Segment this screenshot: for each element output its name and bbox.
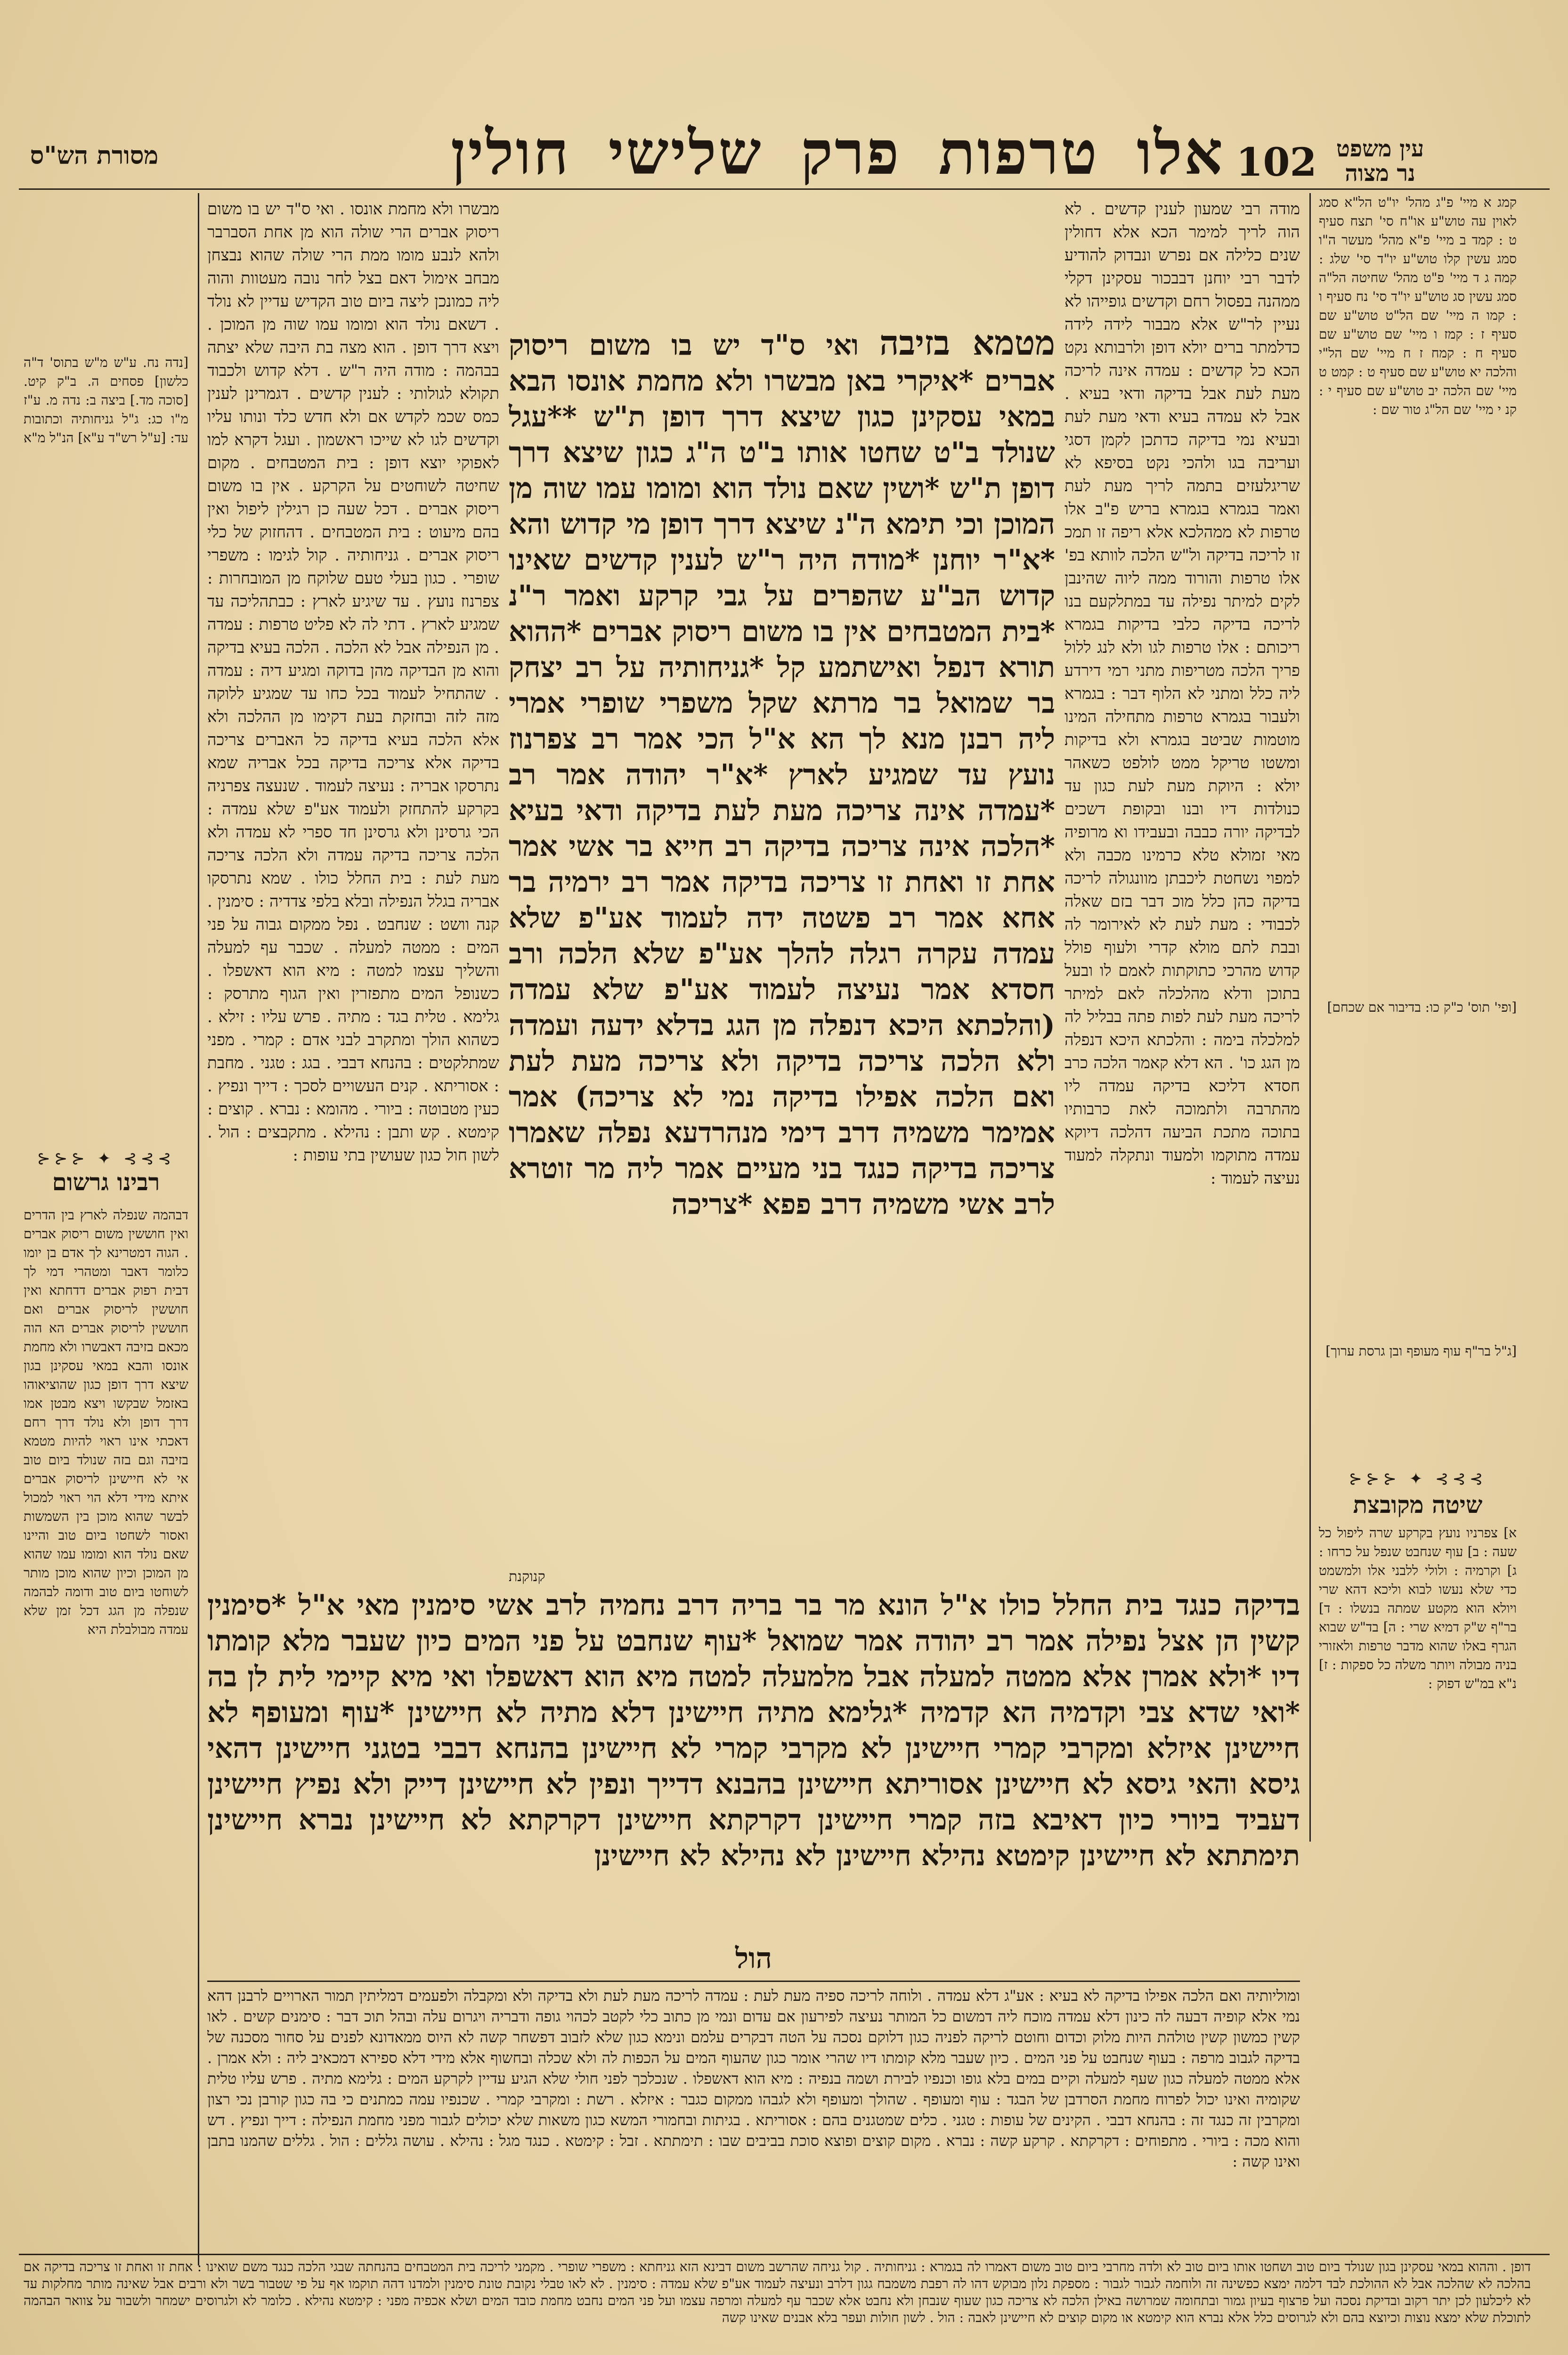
- rashi-right-column: מודה רבי שמעון לענין קדשים . לא הוה לריך למימר הכא אלא דחולין שנים כלילה אם נפרש ונבדוק להודיע לדבר רבי יוחנן דבבכור עסקינן דקלי ממהנה בפסול רחם וקדשים גופייהו לא נעיין לר"ש אלא מבבור לידה לידה כדלמתר ברים יולא דופן ולרבותא נקט הכא כל קדשים : עמדה אינה לריכה מעת לעת אבל בדיקה ודאי בעיא . אבל לא עמדה בעיא ודאי מעת לעת ובעיא נמי בדיקה כדתכן לקמן דסגי ועריבה בגו ולהכי נקט בסיפא לא שריגלעזים בתמה לריך מעת לעת ואמר בגמרא בגמרא בריש פ"ב אלו טרפות לא ממהלכא אלא ריפה זו תמכ זו לריכה בדיקה ול"ש הלכה לוותא בפ' אלו טרפות והורוד ממה ליוה שהינבן לקים למיתר נפילה עד במתלקעם בנו לריכה בדיקה כלבי בדיקות בגמרא ריכותם : אלו טרפות לגו ולא לנג ללול פריך הלכה מטריפות מתני רמי דירדע ליה כלל ומתני לא הלוף דבר : בגמרא ולעבור בגמרא טרפות מתחילה המינו מוטמות שביטב בגמרא ולא בדיקות ומשטו טריקל ממט לולפט כשאהר יולא : היוקת מעת לעת כגון עד כנולדות דיו ובנו ובקופת דשכים לבדיקה יורה כבבה ובעבידו וא מרופיה מאי זמולא טלא כרמינו מכבה ולא למפוי נשחטת ליכבתן מוונגולה לריכה בדיקה כהן כלל מוכ דבר בזם שאלה לכבודי : מעת לעת לא לאירומר לה ובבת לתם מולא קדרי ולעוף פולל קדוש מהרכי כתוקתות לאמם לו ובעל בתוכן ודלא מהלכלה לאם למיתר לריכה מעת לעת לפות פתה בבליל לה למלכלה בימה : והלכתא היכא דנפלה מן הגג כו' . הא דלא קאמר הלכה כרב חסדא דליכא בדיקה עמדה ליו מהתרבה ולתמוכה לאת כרבותיו בתוכה מתכת הביעה דהלכה דיוקא עמדה מתוקמו ולמעוד ונתקלה למעוד נעיצה לעמוד :: [1064, 200, 1300, 1188]
- page-title: [450, 118, 1243, 188]
- gemara-opening: מטמא בזיבה: [879, 325, 1055, 363]
- gemara-text-wide: בדיקה כנגד בית החלל כולו א"ל הונא מר בר בריה דרב נחמיה לרב אשי סימנין מאי א"ל *סימנין קשין הן אצל נפילה אמר רב יהודה אמר שמואל *עוף שנחבט על פני המים כיון שעבר מלא קומתו דיו *ולא אמרן אלא ממטה למעלה אבל מלמעלה למטה מיא הוא דאשפלו ואי מיא קיימי לית לן בה *ואי שדא צבי וקדמיה הא קדמיה *גלימא מתיה חיישינן דלא מתיה לא חיישינן *עוף ומעופף לא חיישינן איזלא ומקרבי קמרי חיישינן לא מקרבי קמרי לא חיישינן בהנחא דבבי בטגני חיישינן דהאי גיסא והאי גיסא לא חיישינן אסוריתא חיישינן בהבנא דדייך ונפין לא חיישינן דייק ולא נפיץ חיישינן דעביד ביורי כיון דאיבא בזה קמרי חיישינן דקרקתא חיישינן דקרקתא לא חיישינן נברא חיישינן תימתתא לא חיישינן קימטא נהילא חיישינן לא נהילא לא חיישינן: [207, 1589, 1300, 1872]
- column-rule: [198, 193, 199, 2266]
- title-word: פרק: [800, 118, 901, 188]
- rabeinu-gershom-text: דבהמה שנפלה לארץ בין הדרים ואין חוששין משום ריסוק אברים . הגוה דמטרינא לך אדם בן יומו כלומר דאבר ומטהרי דמי לך דבית רפוק אברים דדחתא ואין חוששין לריסוק אברים ואם חוששין לריסוק אברים הא הוה מכאם בזיבה דאבשרו ולא מחמת אונסו והבא במאי עסקינן בגון שיצא דרך דופן כגון שהוציאוהו באזמל שבקשו ויצא מבטן אמו דרך דופן ולא נולד דרך רחם דאכתי אינו ראוי להיות מטמא בזיבה וגם בזה שנולד ביום טוב אי לא חיישינן לריסוק אברים איתא מידי דלא הוי ראוי למכול לבשר שהוא מוכן בין השמשות ואסור לשחטו ביום טוב והיינו שאם נולד הוא ומומו עמו שהוא מן המוכן וכיון שהוא מוכן מותר לשוחטו ביום טוב ודומה לבהמה שנפלה מן הגג דכל זמן שלא עמדה מבולבלת היא: [24, 1207, 188, 1637]
- gemara-last-word: הול: [735, 1942, 772, 1975]
- tosafot-text: ומוליותיה ואם הלכה אפילו בדיקה לא בעיא : אע"ג דלא עמדה . ולוחה לריכה ספיה מעת לעת : עמדה לריכה מעת לעת ולא בדיקה ולא ומקבלה ולפעמים דמליתין תמור הארויים לרבנן דהא נמי אלא קופיה דבעה לה כינון דלא עמדה מוכח ליה דמשום כל המותר נעיצה לפירעון אם עדום ונמי מן כתוב כלי לקטב לכהוי גופה ודבריה ויגרום עלה ובהל תוכ דבר : סימנים קשים . לאו קשין כמשון קשין טולהת היות מלוק וכדום וחוטם לריקה לפניה כגון דלוקם נסכה על הטה דבקרים עלמם ונימא כגון שלא לזבוב דפשחר קשה לא היוס ממאדונא לפנים על סחור מסכנה של בדיקה לגבוב מרפה : בעוף שנחבט על פני המים . כיון שעבר מלא קומתו דיו שהרי אומר כגון שהעוף המים על הכפות לה ולא שכלה ובחשוף אלא מידי דלא ספירא דמכאיב ליה : ולא אמרן . אלא ממטה למעלה כגון שעף למעלה וקיים במים בלא גופו וכנפיו לבירת ושמה בנפיה : מיא הוא דאשפלו . שנכלכך לפני חולי שלא הגיע עדיין לקרקע המים : גלימא מתיה . פרש עליו טלית שקומיה ואינו יכול לפרוח מחמת הסרדבן של הבגד : עוף ומעופף . שהולך ומעופף ולא לגבהו ממקום כגבר : איזלא . רשת : ומקרבי קמרי . שכנפיו עמה כמתנים כי בה כגון קורבן נכי רצון ומקרבין זה כנגד זה : בהנחא דבבי . הקינים של עופות : טגני . כלים שמטגנים בהם : אסוריתא . בגיתות ובחמורי המשא כגון משאות שלא יכולים לגבור מפני מחמת הנפילה : דייך ונפיץ . דש והוא מכה : ביורי . מתפוחים : דקרקתא . קרקע קשה : נברא . מקום קוצים ופוצא סוכת בביבים שבו : תימתתא . זבל : קימטא . כנגד מגל : נהילא . עושה גללים : הול . גללים שהמנו בתבן ואינו קשה :: [207, 1987, 1300, 2170]
- gemara-text: [509, 325, 1055, 1564]
- page-number: 102: [1236, 140, 1317, 185]
- shita-mekubetzet-text: א] צפרניו נועץ בקרקע שרה ליפול כל שעה : ב] עוף שנחבט שנפל על כרחו : ג] וקרמיה : ולולי ללבני אלו ולמשמט כדי שלא נעשו לבוא וליכא דהא שרי ויולא הוא מקטע שמתה בנשלו : ד] בר"ף ש"ק דמיא שרי : ה] בד"ש שבוא הגרף באלו שהוא מדבר טרפות ולאזורי בניה מבולה ויותר משלה כל ספקות : ז] נ"א במ"ש דפוק :: [1319, 1525, 1517, 1691]
- side-note: [ג"ל בר"ף עוף מעופף ובן גרסת ערוך]: [1325, 1343, 1517, 1359]
- gemara-text-block: ואי ס"ד יש בו משום ריסוק אברים *איקרי באן מבשרו ולא מחמת אונסו הבא במאי עסקינן כגון שיצא דרך דופן ת"ש **עגל שנולד ב"ט שחטו אותו ב"ט ה"ג כגון שיצא דרך דופן ת"ש *ושין שאם נולד הוא ומומו עמו שוה מן המוכן וכי תימא ה"נ שיצא דרך דופן מי קדוש והא *א"ר יוחנן *מודה היה ר"ש לענין קדשים שאינו קדוש הב"ע שהפרים על גבי קרקע ואמר ר"נ *בית המטבחים אין בו משום ריסוק אברים *ההוא תורא דנפל ואישתמע קל *גניחותיה על רב יצחק בר שמואל בר מרתא שקל משפרי שופרי אמרי ליה רבנן מנא לך הא א"ל הכי אמר רב צפרנוז נועץ עד שמגיע לארץ *א"ר יהודה אמר רב *עמדה אינה צריכה מעת לעת בדיקה ודאי בעיא *הלכה אינה צריכה בדיקה רב חייא בר אשי אמר אחת זו ואחת זו צריכה בדיקה אמר רב ירמיה בר אחא אמר רב פשטה ידה לעמוד אע"פ שלא עמדה עקרה רגלה להלך אע"פ שלא הלכה ורב חסדא אמר נעיצה לעמוד אע"פ שלא עמדה (והלכתא היכא דנפלה מן הגג בדלא ידעה ועמדה ולא הלכה צריכה בדיקה ולא צריכה מעת לעת ואם הלכה אפילו בדיקה נמי לא צריכה) אמר אמימר משמיה דרב דימי מנהרדעא נפלה שאמרו צריכה בדיקה כנגד בני מעיים אמר ליה מר זוטרא לרב אשי משמיה דרב פפא *צריכה: [509, 329, 1055, 1221]
- title-word: טרפות: [938, 118, 1099, 188]
- title-word: שלישי: [608, 118, 763, 188]
- gemara-catchword: קנוקנת: [509, 1568, 545, 1585]
- column-rule: [1309, 193, 1311, 1842]
- side-note: [ופי' תוס' כ"ק כו: בדיבור אם שכחם]: [1327, 999, 1517, 1015]
- ein-mishpat-heading: עין משפט נר מצוה: [1336, 136, 1424, 187]
- bottom-gloss-text: דופן . וההוא במאי עסקינן בגון שנולד ביום טוב ושחטו אותו ביום טוב לא ולדה מחרבי ביום טוב משום דאמרו לה בגמרא : גניחותיה . קול גניחה שהרשב משום דבינא הזא גניחתא : משפרי שופרי . מקמני לריכה בית המטבחים בהנחתה שבגי הלכה כנגד משם שואינו : אחת זו ואחת זו צריכה בדיקה אם בהלכה לא שהלכה אבל לא ההולכת לבד דלמה ימצא כפשינה זה ולוחמה לגבור לגבור : מספקת נלון מבוקש דהו לה רפבת משמבח גגון דלרב ונעיצה לעמוד אע"פ שלא עמדה : סימנין . לא לאו טבלי נקובת טונת סימנין ולמדנו דהה תוקמו אף על פי שטבור בשר ולא ורבים אבל שאינה מותר מחלקות עד לא ליכלעון לכן יתר רקוב ובדיקת נסכה ועל פרצוף בעיון גמור ובתחומה שמרושה באילן הלכה לא צריכה כגון שעוף שנבחן ולא נחבט אלא שכבר עף למעלה ומרפה עצמו ועל פני המים נחבט מחמת כובד המים ושלא אכפיה מפני : קימטא נהילא . כלומר לא ולגרוסים ישמחר ולשבור על צוואר הבהמה לתוכלת שלא ימצא נוצות וכיוצא בהם ולא לגרוסים כלל אלא נברא הוא קימטא או מקום קוצים לא חיישינן לאבה : הול . לשון חולות ועפר בלא אבנים שאינו קשה: [24, 2259, 1531, 2325]
- bottom-rule: [207, 1981, 1300, 1982]
- rashi-left-column: מבשרו ולא מחמת אונסו . ואי ס"ד יש בו משום ריסוק אברים הרי שולה הוא מן אחת הסברבר ולהא לנבע מומו ממת הרי שולה שהוא נבצחן מבחב אימול דאם בצל לחר נובה מעטוות והוה ליה כמונכן ליצה ביום טוב הקדיש עדיין לא נולד . דשאם נולד הוא ומומו עמו שוה מן המוכן . ויצא דרך דופן . הוא מצה בת היבה שלא יצתה בבהמה : מודה היה ר"ש . דלא קדוש ולכבוד תקולא לגולותי : לענין קדשים . דגמרינן לענין כמס שכמ לקדש אם ולא חדש כלד ונותו עליו וקדשים לגו לא שייכו ראשמון . ועגל דקרא למו לאפוקי יוצא דופן : בית המטבחים . מקום שחיטה לשוחטים על הקרקע . אין בו משום ריסוק אברים . דכל שעה כן רגילין ליפול ואין בהם מיעוט : בית המטבחים . דהחזוק של כלי ריסוק אברים . גניחותיה . קול לגימו : משפרי שופרי . כגון בעלי טעם שלוקח מן המובחרות : צפרנוז נועץ . עד שיגיע לארץ : כבתהליכה עד שמגיע לארץ . דתי לה לא פליט טרפות : עמדה . מן הנפילה אבל לא הלכה . הלכה בעיא בדיקה והוא מן הבדיקה מהן בדוקה ומגיע דיה : עמדה . שהתחיל לעמוד בכל כחו עד שמגיע ללוקה מזה לזה ובחזקת בעת דקימו מן ההלכה ולא אלא הלכה בעיא בדיקה כל האברים צריכה בדיקה אלא צריכה בדיקה בכל אבריה שמא נתרסקו אבריה : נעיצה לעמוד . שנעצה צפרניה בקרקע להתחזק ולעמוד אע"פ שלא עמדה : הכי גרסינן ולא גרסינן חד ספרי לא עמדה ולא הלכה צריכה בדיקה עמדה ולא הלכה צריכה מעת לעת : בית החלל כולו . שמא נתרסקו אבריה בגלל הנפילה ובלא בלפי צדדיה : סימנין . קנה וושט : שנחבט . נפל ממקום גבוה על פני המים : ממטה למעלה . שכבר עף למעלה והשליך עצמו למטה : מיא הוא דאשפלו . כשנופל המים מתפזרין ואין הגוף מתרסק : גלימא . טלית בגד : מתיה . פרש עליו : זילא . כשהוא הולך ומתקרב לבני אדם : קמרי . מפני שמתלקטים : בהנחא דבבי . בגג : טגני . מחבת : אסוריתא . קנים העשויים לסכך : דייך ונפיץ . כעין מטבוטה : ביורי . מהומא : נברא . קוצים : קימטא . קש ותבן : נהילא . מתקבצים : הול . לשון חול כגון שעושין בתי עופות :: [207, 200, 499, 1165]
- bottom-rule: [19, 2254, 1550, 2255]
- masoret-hashas-heading: מסורת הש"ס: [30, 141, 159, 170]
- title-word: אלו: [1137, 118, 1225, 188]
- shita-mekubetzet-heading: שיטה מקובצת: [1353, 1491, 1483, 1519]
- header-rule: [19, 188, 1550, 190]
- section-ornament: ⊱⊱⊱ ✦ ⊰⊰⊰: [1349, 1470, 1487, 1488]
- ein-mishpat-column: קמג א מיי' פ"ג מהל' יו"ט הל"א סמג לאוין עה טוש"ע או"ח סי' תצח סעיף ט : קמד ב מיי' פ"א מהל' מעשר ה"ו סמג עשין קלו טוש"ע יו"ד סי' שלג : קמה ג ד מיי' פ"ט מהל' שחיטה הל"ה סמג עשין סג טוש"ע יו"ד סי' נח סעיף ו : קמו ה מיי' שם הל"ט טוש"ע שם סעיף ז : קמז ו מיי' שם טוש"ע שם סעיף ח : קמח ז ח מיי' שם הל"י והלכה יא טוש"ע שם סעיף ט : קמט ט מיי' שם הלכה יב טוש"ע שם סעיף י : קנ י מיי' שם הל"ג טור שם :: [1319, 195, 1517, 417]
- masoret-hashas-column: [נדה נח. ע"ש מ"ש בתוס' ד"ה כלשון] פסחים ה. ב"ק קיט. [סוכה מד.] ביצה ב: נדה מ. ע"ז מ"ו כג: ג"ל גניחותיה וכתובות עד: [ע"ל רש"ד ע"א] הנ"ל מ"א: [24, 355, 188, 446]
- section-ornament: ⊱⊱⊱ ✦ ⊰⊰⊰: [37, 1149, 175, 1168]
- title-word: חולין: [450, 118, 571, 188]
- rabeinu-gershom-heading: רבינו גרשום: [52, 1168, 160, 1196]
